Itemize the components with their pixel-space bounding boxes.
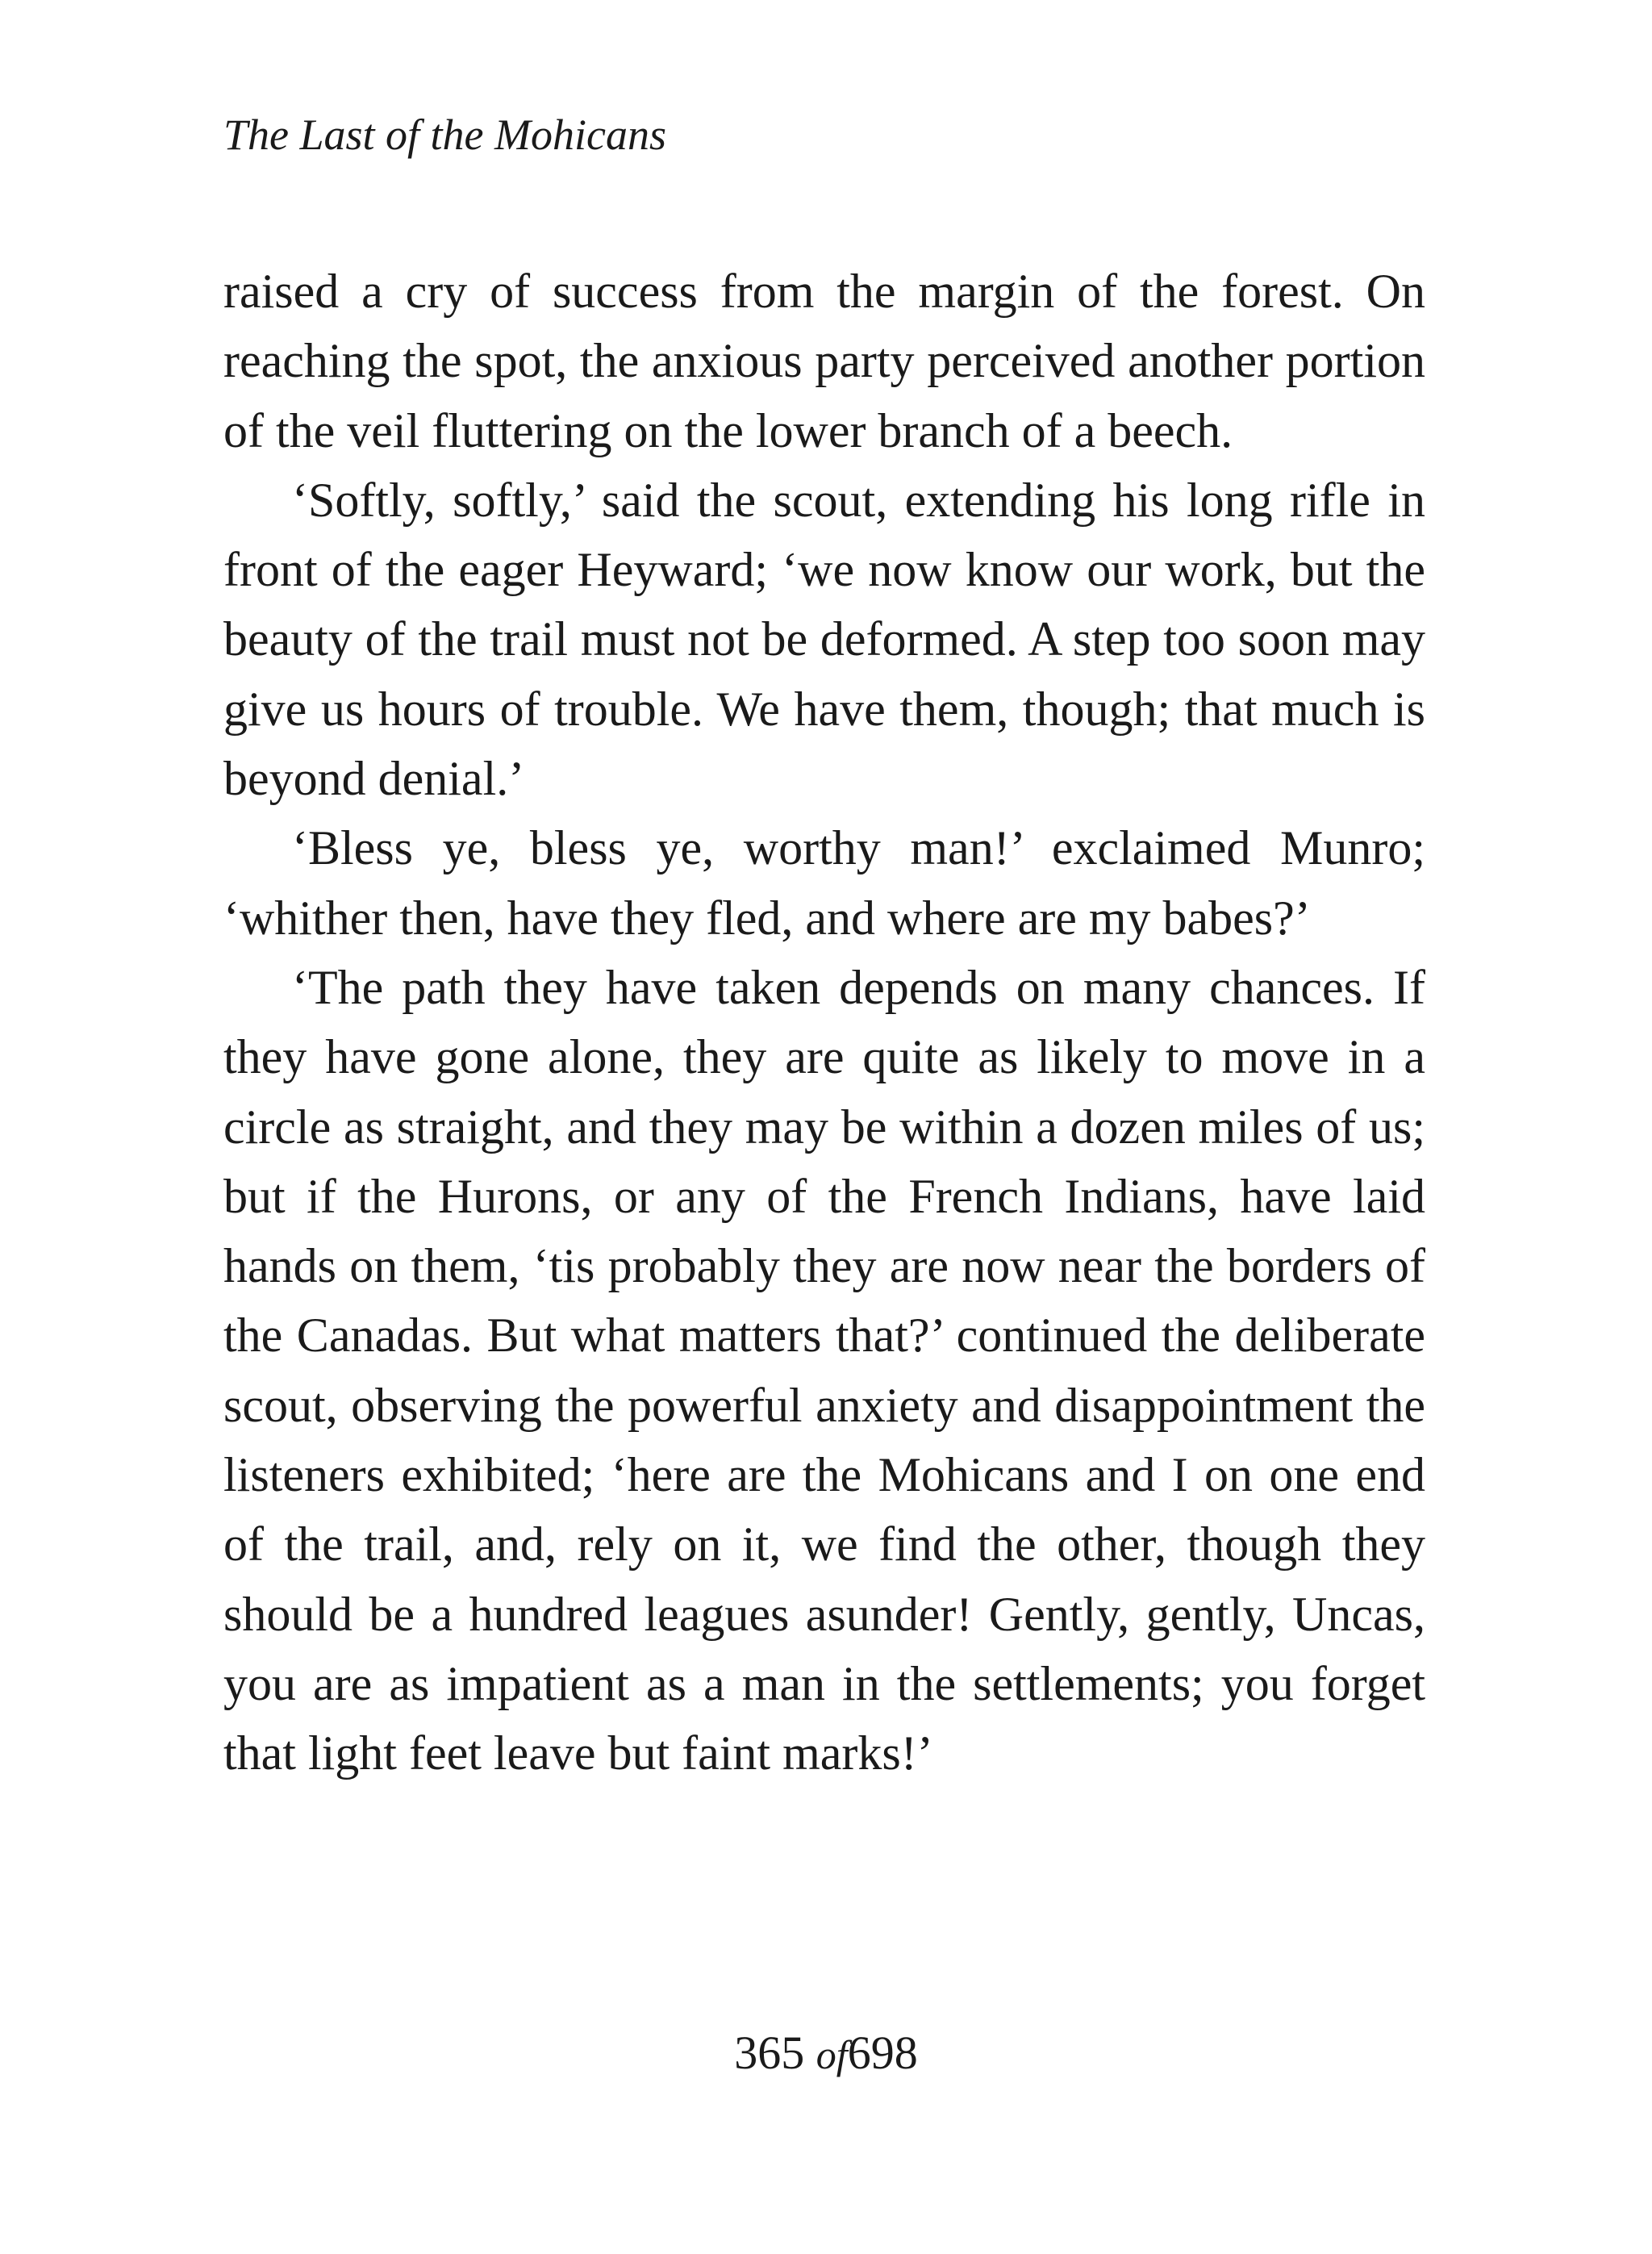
page-body <box>223 257 1425 1789</box>
total-pages: 698 <box>847 2027 918 2079</box>
page-of-label: of <box>816 2032 848 2077</box>
paragraph-scout-path: ‘The path they have taken depends on many chances. If they have gone alone, they are quite as likely to move in a circle as straight, and they may be within a dozen miles of us; but if the Hurons, or any of the French Indians, have laid hands on them, ‘tis probably they are now near the borders of the Canadas. But what matters that?’ continued the deliberate scout, observing the powerful anxiety and disappointment the listeners exhibited; ‘here are the Mohicans and I on one end of the trail, and, rely on it, we find the other, though they should be a hundred leagues asunder! Gently, gently, Uncas, you are as impatient as a man in the settlements; you forget that light feet leave but faint marks!’ <box>223 960 1425 1780</box>
running-header: The Last of the Mohicans <box>223 111 666 159</box>
paragraph-scout-softly: ‘Softly, softly,’ said the scout, extending his long rifle in front of the eager Heyward; ‘we now know our work, but the beauty of the trail must not be deformed. A step too soon may give us hours of trouble. We have them, though; that much is beyond denial.’ <box>223 473 1425 806</box>
current-page: 365 <box>734 2027 805 2079</box>
paragraph-munro: ‘Bless ye, bless ye, worthy man!’ exclaimed Munro; ‘whither then, have they fled, and where are my babes?’ <box>223 821 1425 945</box>
paragraph-continued: raised a cry of success from the margin of the forest. On reaching the spot, the anxious party perceived another portion of the veil fluttering on the lower branch of a beech. <box>223 265 1425 457</box>
page-number <box>0 2025 1652 2083</box>
